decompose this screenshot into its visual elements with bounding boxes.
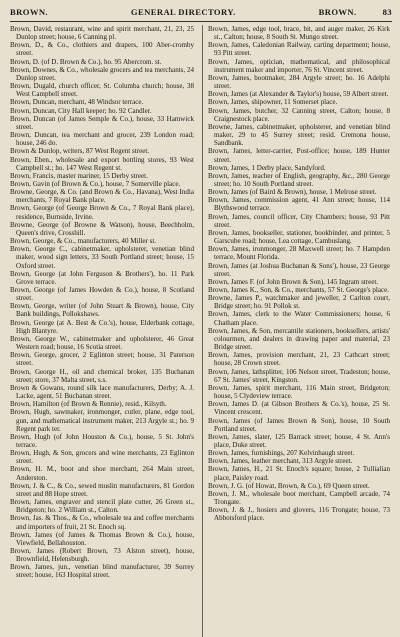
directory-entry: Brown, James (at Alexander & Taylor's) house, 59 Albert street. [208, 90, 389, 99]
directory-entry: Brown & Gowans, round silk lace manufacturers, Derby; A. J. Lacke, agent, 51 Buchanan street. [10, 383, 194, 401]
directory-entry: Brown, James, teacher of English, geography, &c., 280 George street; ho. 10 South Portland street. [208, 171, 390, 188]
directory-entry: Brown, James, 1 Derby place, Sandyford. [208, 163, 326, 172]
left-column [10, 25, 198, 637]
directory-entry: Brown, Dugald, church officer, St. Columba church; house, 38 West Campbell street. [10, 82, 194, 99]
directory-entry: Brown, David, restaurant, wine and spirit merchant, 21, 23, 25 Dunlop street; house, 6 Canning pl. [10, 25, 194, 42]
directory-entry: Brown, George, writer (of John Stuart & Brown), house, City Bank buildings, Pollokshaws. [10, 302, 194, 319]
directory-entry: Brown, Duncan, merchant, 48 Windsor terrace. [10, 98, 144, 107]
directory-entry: Brown, Hugh, sawmaker, ironmonger, cutler, plane, edge tool, gun, and mathematical instrument maker, 213 Argyle st.; ho. 9 Regent park ter. [10, 408, 194, 433]
page-number: 83 [382, 7, 392, 17]
directory-entry: Brown, James, H., 21 St. Enoch's square; house, 2 Tullialian place, Paisley road. [208, 465, 390, 482]
directory-entry: Browne, James, cabinetmaker, upholsterer, and venetian blind maker, 29 to 45 Surrey street; resid. Cremona house, Sandbank. [208, 122, 390, 148]
directory-entry: Brown, James, optician, mathematical, and philosophical instrument maker and importer, 76 St. Vincent street. [208, 57, 390, 74]
directory-entry: Brown, Downes, & Co., wholesale grocers and tea merchants, 24 Dunlop street. [10, 65, 194, 82]
directory-entry: Brown, George (of James Howden & Co.), house, 8 Scotland street. [10, 286, 194, 303]
directory-entry: Brown, George W., cabinetmaker and upholsterer, 46 Great Western road; house, 16 Scotia street. [10, 334, 194, 352]
directory-entry: Brown, Jas. & Thos., & Co., wholesale tea and coffee merchants and importers of fruit, 21 St. Enoch sq. [10, 514, 194, 531]
directory-entry: Brown, James D. (at Gibson Brothers & Co.'s), house, 25 St. Vincent crescent. [208, 400, 390, 417]
directory-entry: Browne, James P., watchmaker and jeweller, 2 Carlton court, Bridge street; ho. 91 Pollok st. [208, 294, 390, 311]
directory-entry: Brown, James (of James & Thomas Brown & Co.), house, Viewfield, Bellahouston. [10, 530, 194, 547]
directory-entry: Brown, Hugh (of John Houston & Co.), house, 5 St. John's terrace. [10, 432, 194, 449]
directory-entry: Brown, George, & Co., manufacturers, 40 Miller st. [10, 237, 157, 246]
header-right: BROWN. [318, 7, 357, 17]
directory-entry: Brown, James, jun., venetian blind manufacturer, 39 Surrey street; house, 163 Hospital street. [10, 563, 194, 580]
directory-entry: Brown, James, leather merchant, 313 Argyle street. [208, 457, 353, 466]
directory-entry: Brown, James, Caledonian Railway, carting department; house, 93 Pitt street. [208, 41, 390, 58]
directory-entry: Brown, James, spirit merchant, 116 Main street, Bridgeton; house, 5 Clydeview terrace. [208, 383, 390, 401]
directory-entry: Brown, Duncan, City Hall keeper; ho. 92 Candler. [10, 106, 152, 115]
directory-entry: Brown, James, bookseller, stationer, bookbinder, and printer, 5 Garscube road; house, Lea cottage, Cambuslang. [208, 228, 390, 246]
directory-entry: Brown, J. G. (of Howat, Brown, & Co.), 69 Queen street. [208, 481, 370, 490]
directory-entry: Brown, J. M., wholesale boot merchant, Campbell arcade, 74 Trongate. [208, 489, 390, 507]
directory-entry: Browne, George, & Co. (and Brown & Co., Havana), West India merchants, 7 Royal Bank place. [10, 188, 194, 205]
directory-entry: Brown, James, lathsplitter, 106 Nelson street, Tradeston; house, 67 St. James' street, Kingston. [208, 367, 390, 384]
directory-entry: Brown, James (Robert Brown, 73 Alston street), house, Brownfield, Helensburgh. [10, 547, 194, 564]
directory-entry: Brown, James, bootmaker, 284 Argyle street; ho. 16 Adelphi street. [208, 73, 390, 91]
directory-entry: Brown, James, edge tool, brace, bit, and auger maker, 26 Kirk st., Calton; house, 8 South St. Mungo street. [208, 25, 390, 42]
directory-entry: Brown, George (at A. Best & Co.'s), house, Elderbank cottage, High Blantyre. [10, 318, 194, 335]
directory-entry: Brown, George (of George Brown & Co., 7 Royal Bank place), residence, Burnside, Irvine. [10, 204, 194, 221]
directory-entry: Brown, H. M., boot and shoe merchant, 264 Main street, Anderston. [10, 465, 194, 482]
directory-entry: Brown, J. & J., hosiers and glovers, 116 Trongate; house, 73 Abbotsford place. [208, 506, 390, 523]
directory-entry: Brown, George, grocer, 2 Eglinton street; house, 31 Paterson street. [10, 351, 194, 368]
directory-entry: Brown, James K., Son, & Co., merchants, 57 St. George's place. [208, 286, 390, 294]
directory-entry: Brown, James F. (of John Brown & Son), 145 Ingram street. [208, 277, 379, 286]
running-header [10, 7, 392, 19]
directory-entry: Brown, James, butcher, 32 Canning street, Calton; house, 8 Craignestock place. [208, 106, 390, 123]
directory-entry: Brown, Hamilton (of Brown & Rennie), resid., Kilsyth. [10, 400, 167, 409]
right-column [202, 25, 390, 637]
directory-entry: Brown, James, council officer, City Chambers; house, 93 Pitt street. [208, 212, 390, 229]
directory-entry: Brown, Hugh, & Son, grocers and wine merchants, 23 Eglinton street. [10, 449, 194, 466]
directory-entry: Brown, James, engraver and stencil plate cutter, 26 Green st., Bridgeton; ho. 2 William st., Calton. [10, 498, 194, 515]
directory-entry: Brown, D., & Co., clothiers and drapers, 100 Aber-cromby street. [10, 41, 194, 58]
directory-entry: Brown, Duncan, tea merchant and grocer, 239 London road; house, 246 do. [10, 131, 194, 148]
directory-entry: Browne, George (of Browne & Watson), house, Beechholm, Queen's drive, Crosshill. [10, 220, 194, 237]
header-rule [10, 21, 392, 22]
directory-entry: Brown, James, slater, 125 Barrack street; house, 4 St. Ann's place, Duke street. [208, 432, 390, 449]
directory-entry: Brown, Francis, master mariner, 15 Derby street. [10, 171, 148, 180]
directory-entry: Brown, D. (of D. Brown & Co.), ho. 95 Abercrom. st. [10, 57, 162, 66]
directory-entry: Brown, James, furnishings, 207 Kelvinhaugh street. [208, 449, 355, 458]
directory-entry: Brown, James, & Son, mercantile stationers, booksellers, artists' colourmen, and dealers in drawing paper and material, 23 Bridge street. [208, 326, 390, 352]
directory-entry: Brown, James, provision merchant, 21, 23 Cathcart street; house, 28 Crown street. [208, 351, 390, 368]
directory-entry: Brown, James (of James Brown & Son), house, 10 South Portland street. [208, 416, 390, 433]
columns [10, 25, 392, 637]
directory-entry: Brown & Dunlop, writers, 87 West Regent street. [10, 147, 150, 156]
directory-entry: Brown, James (of Baird & Brown), house, 1 Melrose street. [208, 188, 377, 197]
directory-entry: Brown, J. & C., & Co., sewed muslin manufacturers, 81 Gordon street and 88 Hope street. [10, 481, 194, 498]
directory-entry: Brown, George C., cabinetmaker, upholsterer, venetian blind maker, wood sign letters, 33 South Portland street; house, 15 Oxford street. [10, 245, 194, 270]
header-left: BROWN. [10, 7, 48, 17]
directory-entry: Brown, James (at Joshua Buchanan & Sons'), house, 23 George street. [208, 261, 390, 278]
directory-entry: Brown, Duncan (of James Semple & Co.), house, 33 Hamwick street. [10, 114, 194, 131]
directory-entry: Brown, James, letter-carrier, Post-office; house, 189 Hunter street. [208, 147, 390, 164]
directory-entry: Brown, James, ironmonger, 28 Maxwell street; ho. 7 Hampden terrace, Mount Florida. [208, 245, 390, 262]
directory-entry: Brown, George (at John Ferguson & Brothers'), ho. 11 Park Grove terrace. [10, 269, 194, 286]
directory-entry: Brown, Gavin (of Brown & Co.), house, 7 Somerville place. [10, 179, 181, 188]
directory-entry: Brown, James, clerk to the Water Commissioners; house, 6 Chatham place. [208, 310, 390, 327]
directory-entry: Brown, James, shipowner, 11 Somerset place. [208, 98, 338, 107]
directory-entry: Brown, James, commission agent, 41 Ann street; house, 114 Blythswood terrace. [208, 196, 390, 213]
directory-entry: Brown, Eben., wholesale and export bottling stores, 93 West Campbell st.; ho. 147 West Regent st. [10, 155, 194, 172]
directory-entry: Brown, George H., oil and chemical broker, 135 Buchanan street; store, 37 Malta street, s.s. [10, 367, 194, 384]
header-center: GENERAL DIRECTORY. [130, 7, 236, 17]
